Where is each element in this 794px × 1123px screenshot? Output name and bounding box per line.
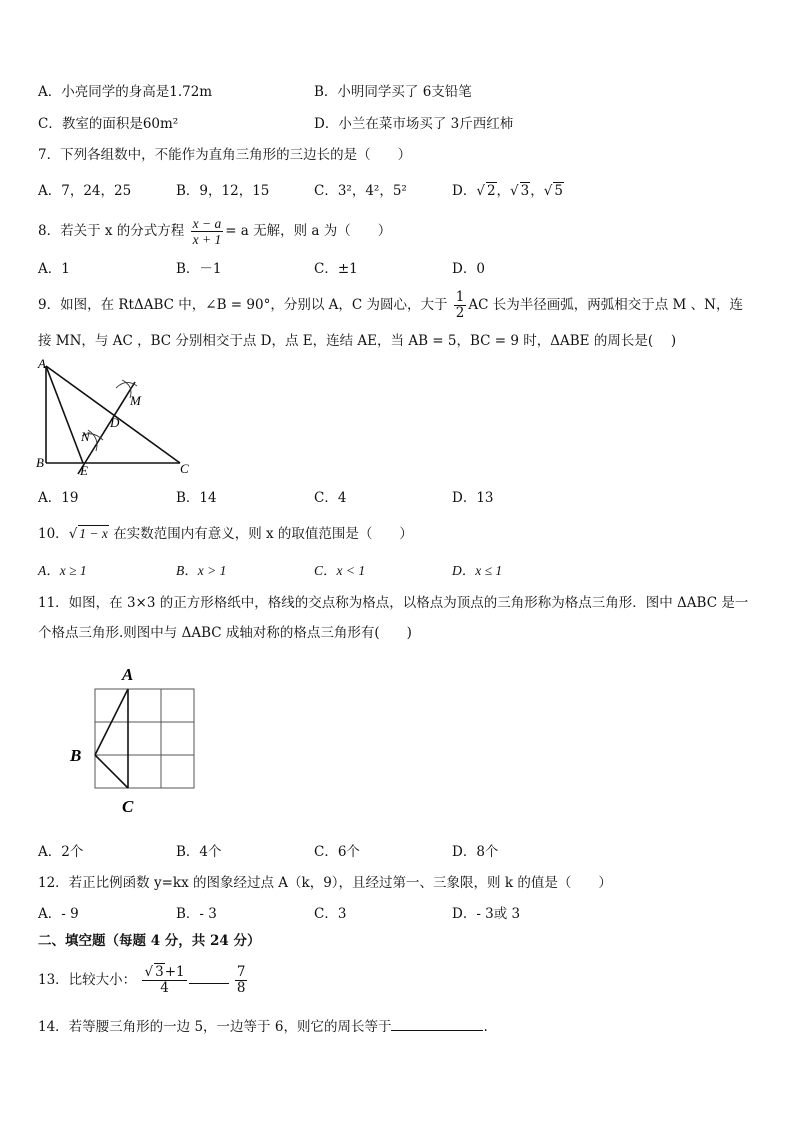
q10-stem-text: 在实数范围内有意义，则 x 的取值范围是（ ） [108,526,413,542]
q9-stem-line1 [38,287,743,323]
q13-stem [38,958,249,1002]
q7-option-a: A．7，24，25 [38,183,132,199]
q9-label-b: B [36,455,44,470]
q9-option-b: B．14 [176,490,217,506]
q9-line1-a: 9．如图，在 RtΔABC 中，∠B = 90°，分别以 A，C 为圆心，大于 [38,297,448,313]
q11-stem-line2: 个格点三角形.则图中与 ΔABC 成轴对称的格点三角形有( ) [38,625,412,641]
q12-option-b: B．- 3 [176,906,217,922]
q11-option-a: A．2个 [38,844,84,860]
q9-line1-b: AC 长为半径画弧，两弧相交于点 M 、N，连 [468,297,743,313]
q7-option-d: D．√ 2，√ 3，√ 5 [452,183,563,199]
q11-segment-bc [95,755,128,788]
q11-stem-line1: 11．如图，在 3×3 的正方形格纸中，格线的交点称为格点，以格点为顶点的三角形称为格点三角形．图中 ΔABC 是一 [38,595,749,611]
q11-option-c: C．6个 [314,844,360,860]
q9-half-den: 2 [455,305,465,321]
q9-half-num: 1 [455,289,465,305]
q6-option-d: D．小兰在菜市场买了 3斤西红柿 [314,116,514,132]
q11-grid [95,689,194,788]
q8-stem-b: = a 无解，则 a 为（ ） [225,223,392,239]
q7-option-b: B．9，12，15 [176,183,270,199]
q13-left-root: 3 [155,964,164,980]
q8-option-b: B．－1 [176,261,222,277]
q9-option-d: D．13 [452,490,494,506]
q9-half-fraction [454,290,467,321]
q8-stem [38,214,391,248]
q13-prefix: 13．比较大小： [38,972,137,988]
q8-option-a: A．1 [38,261,70,277]
q9-label-a: A [38,356,46,371]
section-heading-fill-in: 二、填空题（每题 4 分，共 24 分） [38,933,261,949]
q8-option-c: C．±1 [314,261,358,277]
q12-option-d: D．- 3或 3 [452,906,521,922]
q11-label-a: A [122,665,134,684]
q13-left-tail: +1 [164,964,185,980]
q6-option-a: A．小亮同学的身高是1.72m [38,84,213,100]
q8-numerator: x − a [192,216,222,231]
q10-option-d: D．x ≤ 1 [452,563,503,578]
q10-option-a: A．x ≥ 1 [38,563,87,578]
q11-option-d: D．8个 [452,844,499,860]
q8-stem-a: 8．若关于 x 的分式方程 [38,223,185,239]
q13-right-num: 7 [236,964,246,980]
q13-answer-blank[interactable] [189,983,229,984]
q14-answer-blank[interactable] [391,1030,483,1031]
q6-option-c: C．教室的面积是60m² [38,116,179,132]
q11-grid-figure [62,660,212,820]
q13-right-fraction [235,965,248,996]
q13-left-num: √ 3+1 [144,964,185,980]
q7-root-2: 3 [520,183,530,199]
q9-option-a: A．19 [38,490,79,506]
q11-label-b: B [70,746,82,765]
q10-option-b: B．x > 1 [176,563,227,578]
q9-option-c: C．4 [314,490,347,506]
q9-label-c: C [180,461,189,476]
q12-stem: 12．若正比例函数 y=kx 的图象经过点 A（k，9），且经过第一、三象限，则 k 的值是（ ） [38,875,612,891]
q8-option-d: D．0 [452,261,485,277]
q9-figure [30,356,200,478]
q9-segment-ae [46,366,83,463]
q7-root-3: 5 [554,183,563,199]
q13-right-den: 8 [236,980,246,996]
q9-stem-line2: 接 MN，与 AC ，BC 分别相交于点 D，点 E，连结 AE，当 AB = 5，BC = 9 时，ΔABE 的周长是( ) [38,333,677,349]
q7-option-c: C．3²，4²，5² [314,183,407,199]
q10-option-c: C．x < 1 [314,563,366,578]
q9-label-m: M [130,393,141,408]
q10-radicand: 1 − x [79,526,108,541]
q8-fraction [191,216,224,247]
q12-option-c: C．3 [314,906,347,922]
q13-left-fraction [142,965,186,996]
q13-left-den: 4 [160,980,169,996]
q9-label-e: E [80,463,88,478]
q8-denominator: x + 1 [192,232,222,247]
q14-stem [38,1018,488,1036]
q11-label-c: C [122,797,134,816]
q14-end: . [483,1019,488,1035]
q14-stem-text: 14．若等腰三角形的一边 5，一边等于 6，则它的周长等于 [38,1019,392,1035]
q7-stem: 7．下列各组数中，不能作为直角三角形的三边长的是（ ） [38,147,412,163]
q12-option-a: A．- 9 [38,906,79,922]
q6-option-b: B．小明同学买了 6支铅笔 [314,84,472,100]
q11-option-b: B．4个 [176,844,222,860]
q9-label-d: D [110,415,120,430]
q10-stem: 10．√ 1 − x 在实数范围内有意义，则 x 的取值范围是（ ） [38,526,413,542]
q10-prefix: 10． [38,526,69,542]
q7-root-1: 2 [486,183,496,199]
q7-option-d-prefix: D． [452,183,477,199]
q9-label-n: N [81,429,90,444]
